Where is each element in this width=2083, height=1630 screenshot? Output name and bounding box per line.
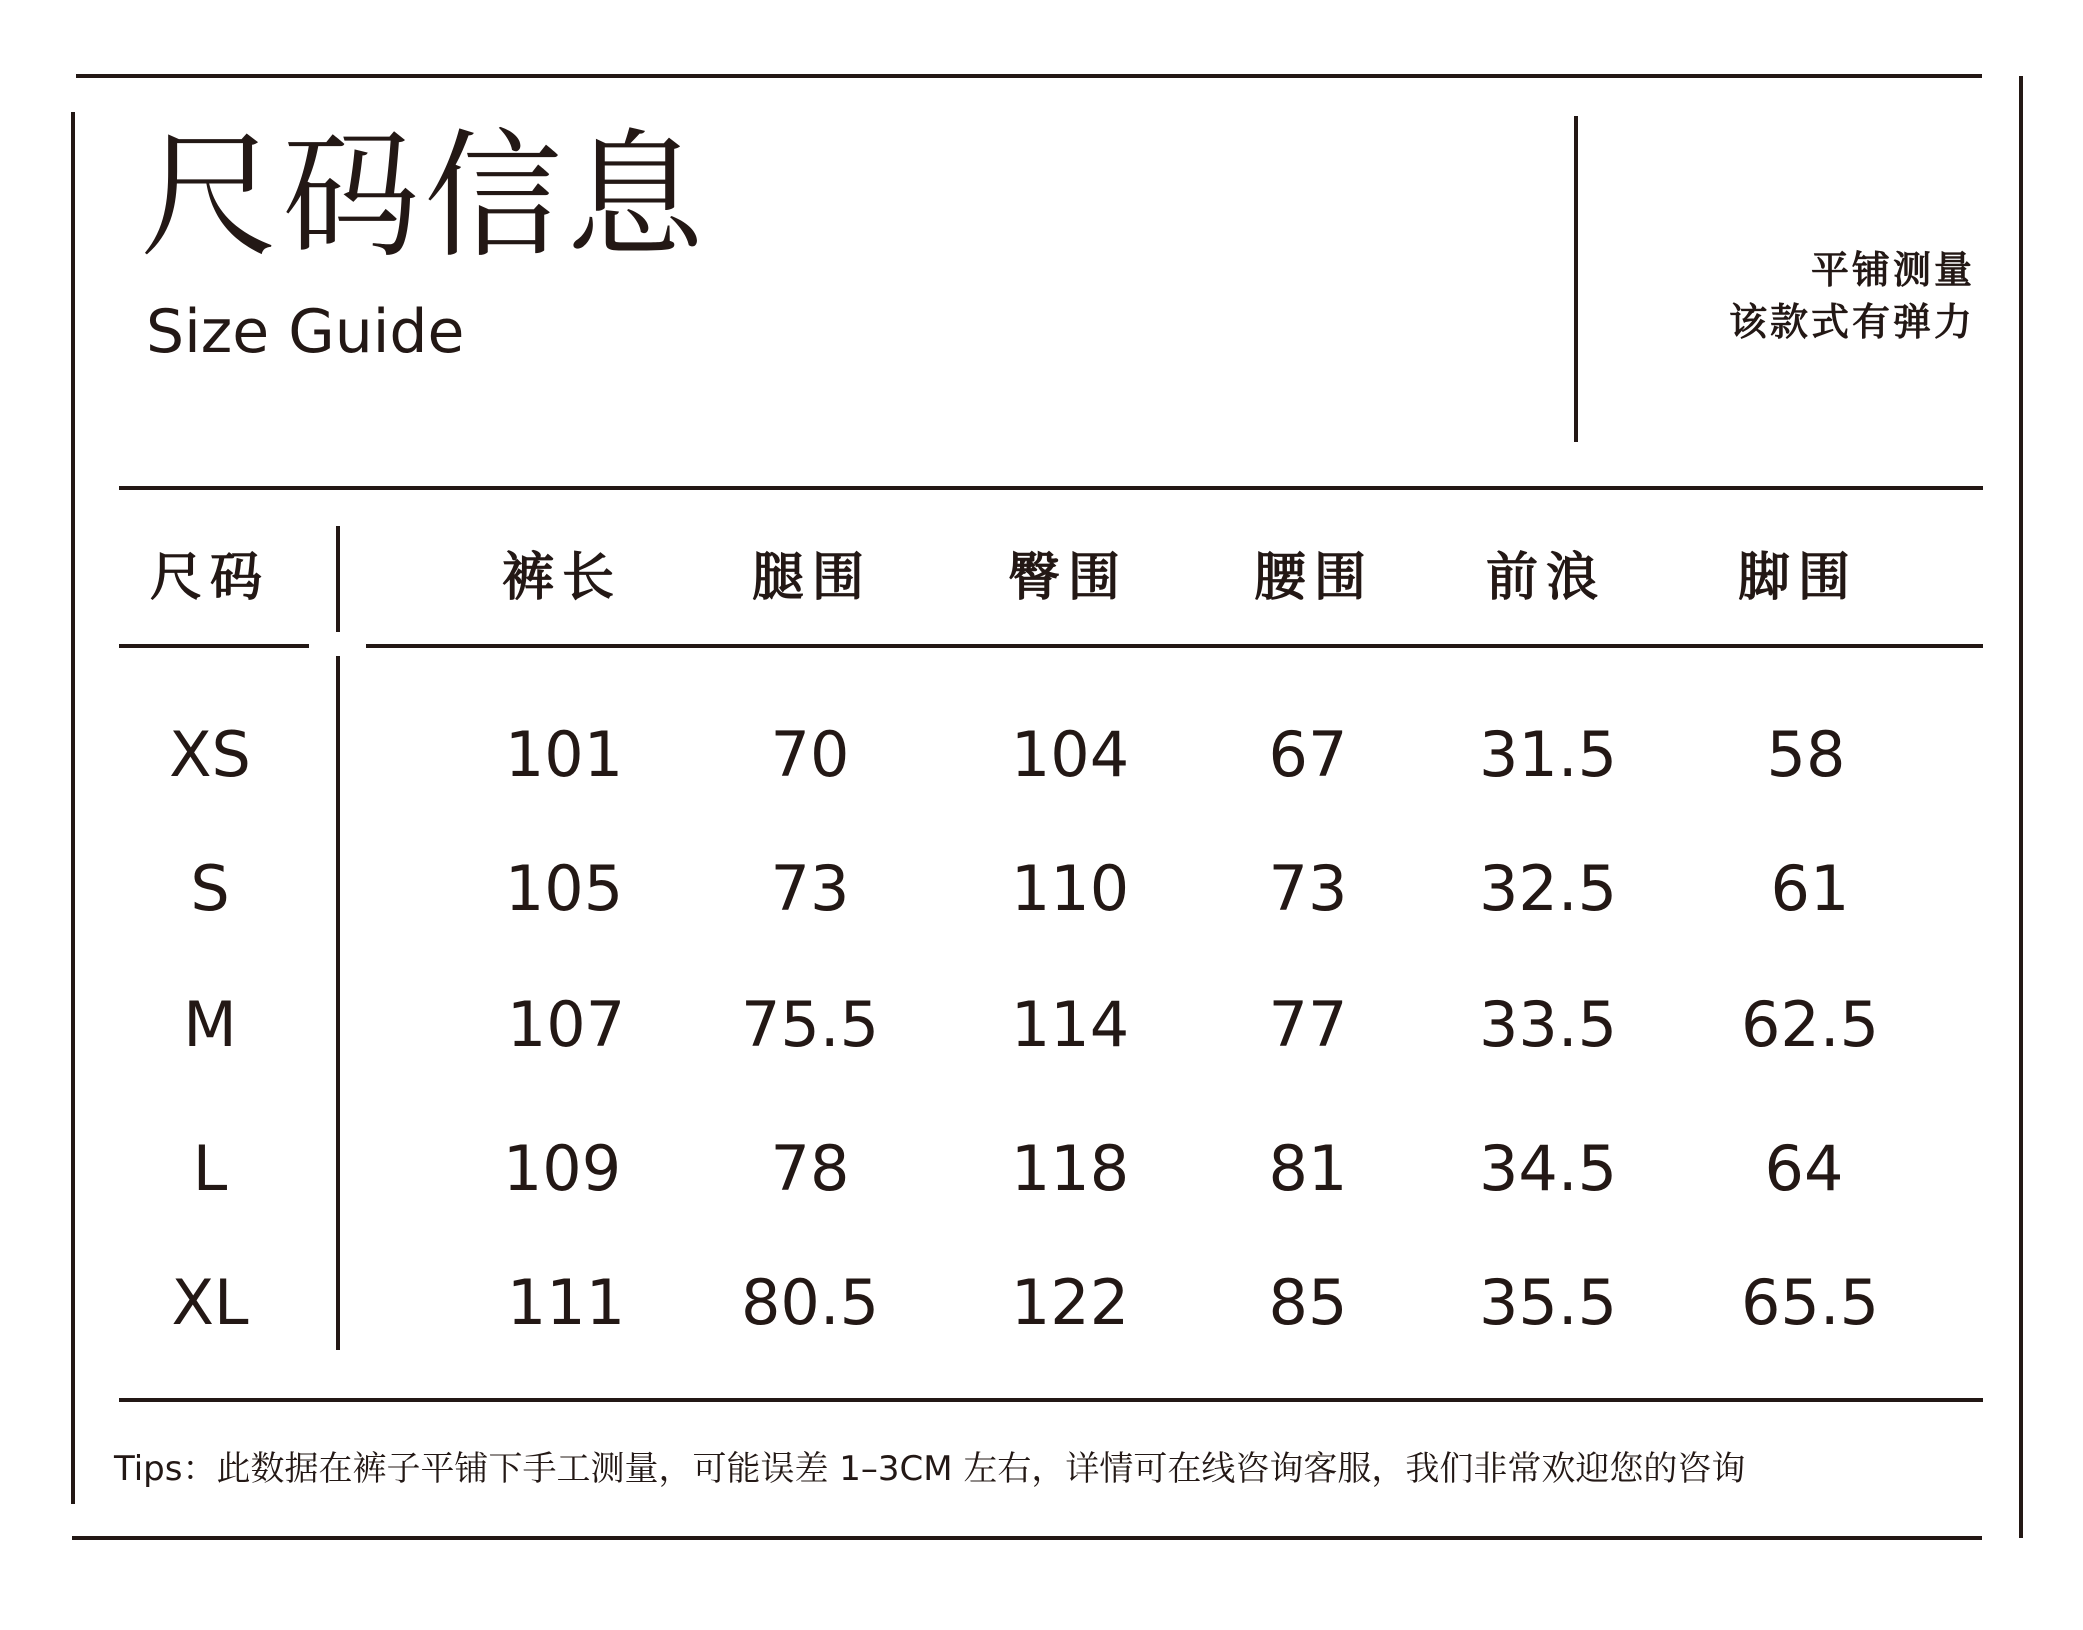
table-cell: 80.5 (740, 1266, 880, 1339)
table-cell: 58 (1766, 718, 1846, 791)
page-title: 尺码信息 (140, 116, 709, 277)
table-cell: 70 (770, 718, 850, 791)
table-cell: 78 (770, 1132, 850, 1205)
table-bottom-rule (119, 1398, 1983, 1402)
table-cell: 64 (1764, 1132, 1844, 1205)
table-cell: 104 (1010, 718, 1130, 791)
column-header: 裤长 (501, 548, 623, 608)
frame-left-line (71, 112, 75, 1504)
table-top-rule (119, 486, 1983, 490)
table-cell: 110 (1010, 852, 1130, 925)
header-underline-right (366, 644, 1983, 648)
table-cell: 35.5 (1478, 1266, 1618, 1339)
column-header: 前浪 (1485, 548, 1607, 608)
table-cell: 73 (1268, 852, 1348, 925)
frame-bottom-line (72, 1536, 1982, 1540)
table-cell: 118 (1010, 1132, 1130, 1205)
column-header: 尺码 (149, 548, 271, 608)
column-header: 腰围 (1253, 548, 1375, 608)
column-header: 脚围 (1737, 548, 1859, 608)
table-cell: 111 (506, 1266, 626, 1339)
table-cell: 107 (506, 988, 626, 1061)
column-header: 臀围 (1007, 548, 1129, 608)
table-cell: 31.5 (1478, 718, 1618, 791)
table-cell: 109 (502, 1132, 622, 1205)
table-cell: 73 (770, 852, 850, 925)
table-cell: 114 (1010, 988, 1130, 1061)
table-cell: 62.5 (1740, 988, 1880, 1061)
table-cell: 75.5 (740, 988, 880, 1061)
size-cell: XL (171, 1266, 249, 1339)
table-cell: 122 (1010, 1266, 1130, 1339)
size-cell: M (183, 988, 237, 1061)
frame-right-line (2019, 76, 2023, 1538)
frame-top-line (76, 74, 1982, 78)
note-line: 该款式有弹力 (1728, 300, 1975, 344)
header-underline-left (119, 644, 309, 648)
size-cell: S (190, 852, 230, 925)
table-cell: 61 (1770, 852, 1850, 925)
table-cell: 101 (504, 718, 624, 791)
table-cell: 105 (504, 852, 624, 925)
table-cell: 32.5 (1478, 852, 1618, 925)
measurement-note (1729, 244, 1975, 348)
table-cell: 85 (1268, 1266, 1348, 1339)
size-column-divider (336, 656, 340, 1350)
header-divider (1574, 116, 1578, 442)
table-cell: 81 (1268, 1132, 1348, 1205)
note-line: 平铺测量 (1810, 248, 1975, 292)
table-cell: 77 (1268, 988, 1348, 1061)
table-cell: 67 (1268, 718, 1348, 791)
size-cell: L (192, 1132, 228, 1205)
page-subtitle: Size Guide (146, 297, 465, 367)
size-column-divider-top (336, 526, 340, 632)
size-cell: XS (169, 718, 251, 791)
table-cell: 33.5 (1478, 988, 1618, 1061)
column-header: 腿围 (751, 548, 873, 608)
table-cell: 34.5 (1478, 1132, 1618, 1205)
table-cell: 65.5 (1740, 1266, 1880, 1339)
tips-text: Tips：此数据在裤子平铺下手工测量，可能误差 1–3CM 左右，详情可在线咨询客服，我们非常欢迎您的咨询 (114, 1449, 1746, 1489)
